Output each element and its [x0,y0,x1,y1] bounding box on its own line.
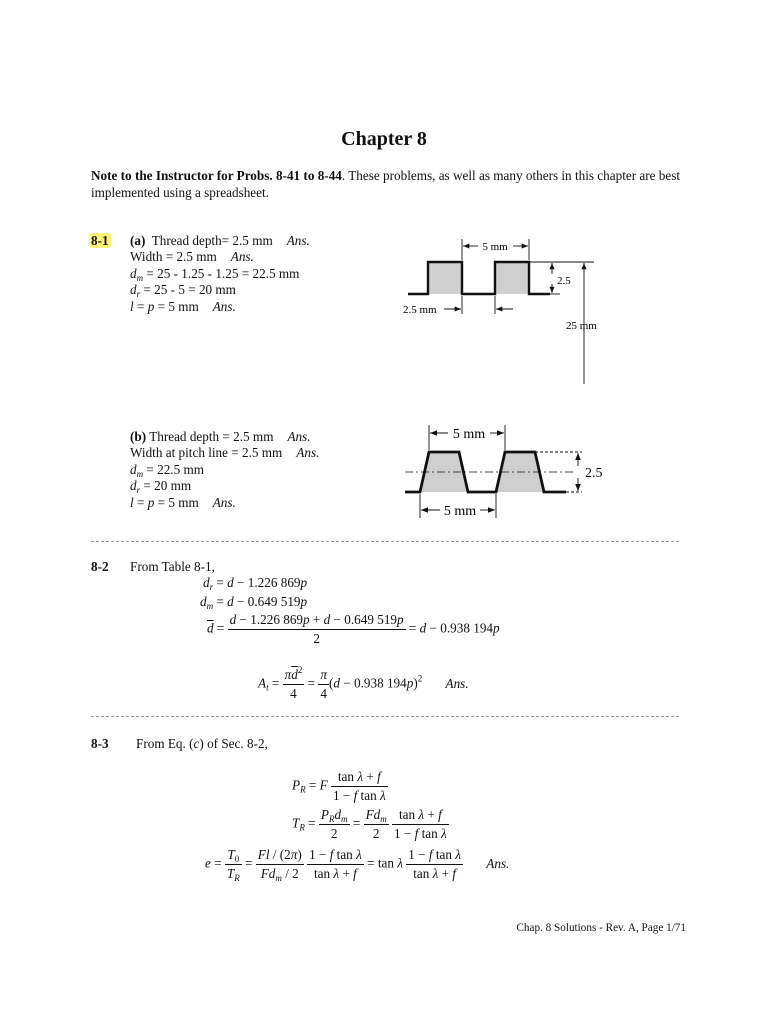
acme-thread-diagram [400,420,615,522]
dim-depth-label: 2.5 [557,275,571,287]
note-lead: Note to the Instructor for Probs. 8-41 to 8-44 [91,168,342,183]
chapter-title: Chapter 8 [341,128,427,150]
dim-width-label: 2.5 mm [403,304,437,316]
problem-8-3-intro: From Eq. (c) of Sec. 8-2, [136,736,268,751]
dim-pitch-top-label: 5 mm [452,427,486,442]
equation-dm: $d_m = d - 0.649$ 519p [200,594,308,611]
dim-pitch-label: 5 mm [482,241,508,253]
equation-stress-area: $A_t$ = $\frac{\pi\overline{d}^2}{4}$ = $\frac{\pi}{4}$ (d − 0.938 194p)$^2$ Ans. [258,665,469,701]
problem-number-8-2: 8-2 [91,559,109,574]
problem-8-2-intro: From Table 8-1, [130,559,215,574]
problem-8-1-part-a: (a) Thread depth= 2.5 mm Ans. Width = 2.5 mm Ans. $d_m = 25 - 1.25 - 1.25 = 22.5$ mm $d_r = 25 - 5 = 20$ mm l = p = 5 mm Ans. [130,233,310,314]
section-divider [91,716,679,717]
dim-pitch-bottom-label: 5 mm [443,504,477,519]
square-thread-diagram [398,234,618,390]
equation-raising-torque: $T_R$ = $\frac{P_Rd_m}{2}$ = $\frac{Fd_m}{2}$ $\frac{\text{tan λ + f}}{\text{1 − f tan λ}}$ [292,807,447,841]
equation-dr: $d_r = d - 1.226$ 869p [203,575,308,592]
equation-efficiency: e = $\frac{T_0}{T_R}$ = $\frac{Fl / (2\pi)}{Fd_m / 2}$ $\frac{\text{1 − f tan λ}}{\text{tan λ + f}}$ = tan λ $\frac{\text{1 − f tan λ}}{\text{tan λ + f}}$ Ans. [205,847,510,883]
dim-depth-b-label: 2.5 [585,466,603,481]
problem-number-8-1: 8-1 [91,233,109,248]
equation-raising-force: $P_R = F$ $\frac{\text{tan λ + f}}{\text{1 − f tan λ}}$ [292,769,386,803]
equation-dbar: $\overline{d}$ = $\frac{d - 1.226 869p + d - 0.649 519p}{2}$ = d − 0.938 194p [207,612,500,646]
section-divider [91,541,679,542]
instructor-note [91,167,691,201]
dim-diameter-label: 25 mm [566,320,597,332]
note-text: . These problems, as well as many others in this chapter are best implemented using a spreadsheet. [91,168,681,200]
problem-8-1-part-b: (b) Thread depth = 2.5 mm Ans. Width at pitch line = 2.5 mm Ans. $d_m = 22.5$ mm $d_r = 20$ mm l = p = 5 mm Ans. [130,429,320,510]
problem-number-8-3: 8-3 [91,736,109,751]
page-footer: Chap. 8 Solutions - Rev. A, Page 1/71 [516,922,686,934]
